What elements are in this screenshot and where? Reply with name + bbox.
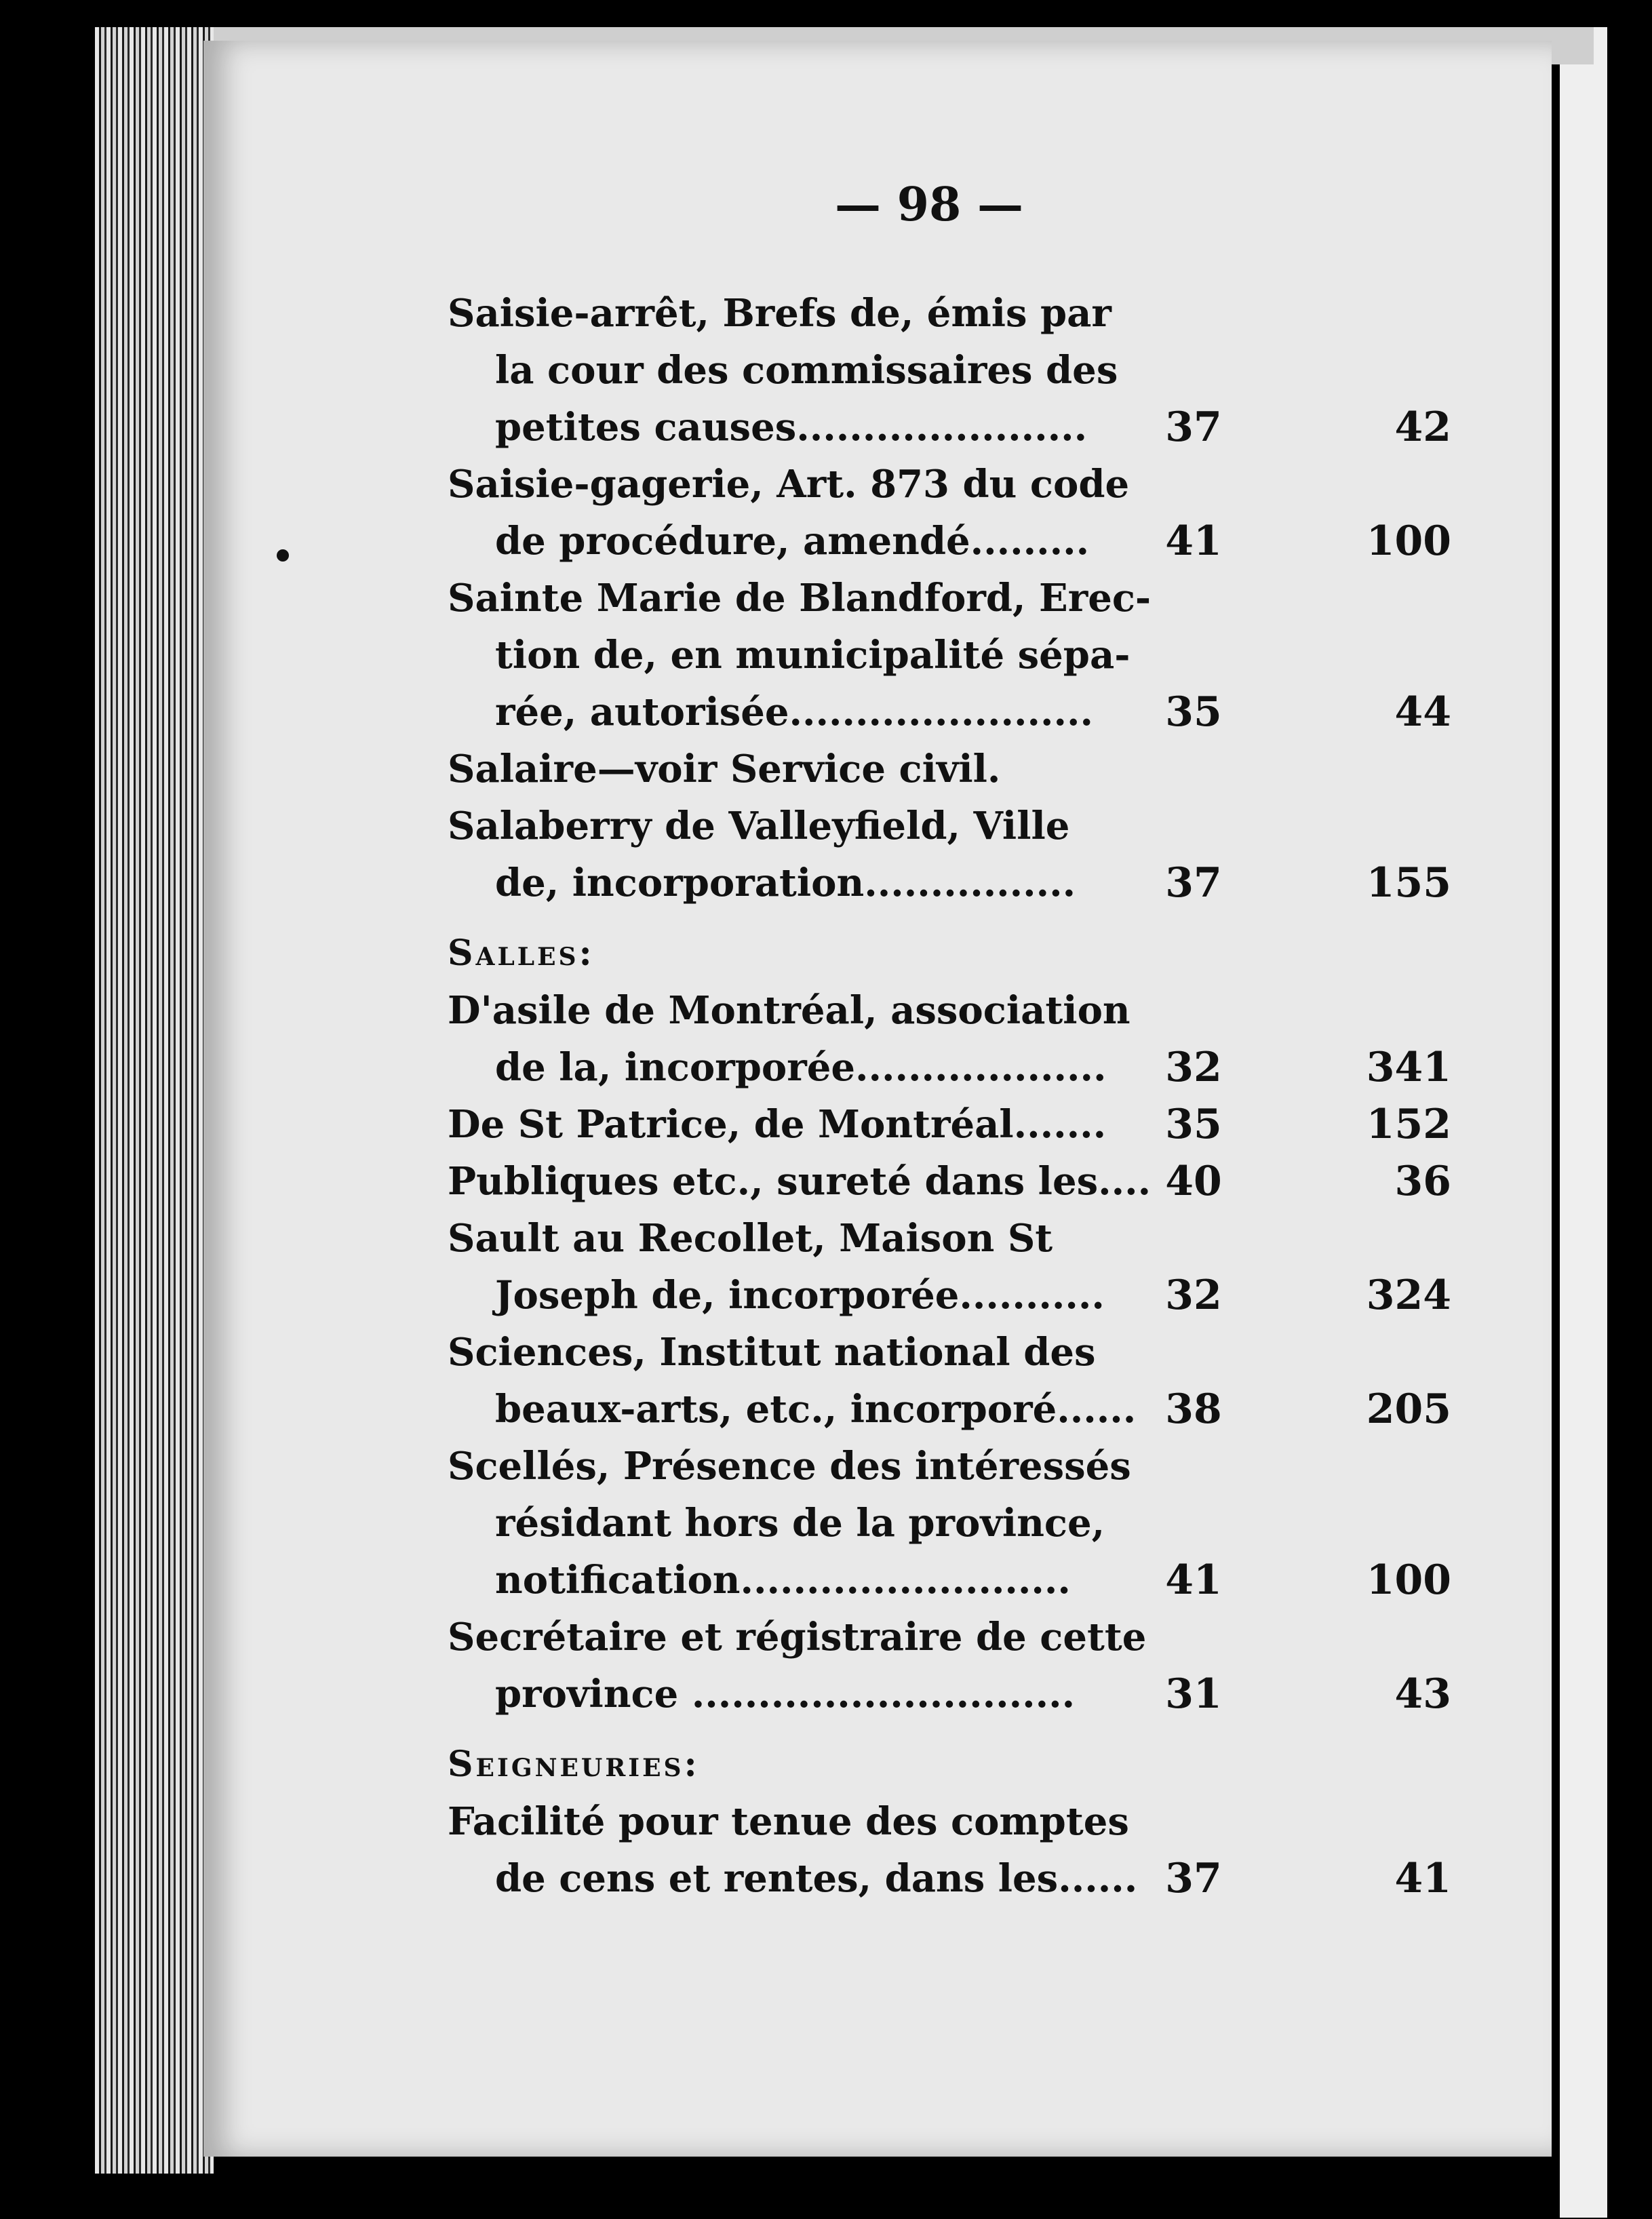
entry-text: Joseph de, incorporée........... — [495, 1273, 1105, 1318]
entry-line — [448, 285, 1438, 342]
right-margin — [1607, 0, 1652, 2219]
entry-text: Salaire—voir Service civil. — [448, 747, 1001, 791]
entry-text: province ............................. — [495, 1672, 1076, 1716]
entry-text: Saisie-gagerie, Art. 873 du code — [448, 462, 1130, 507]
volume-number: 32 — [1165, 1044, 1222, 1091]
entry-text: notification......................... — [495, 1558, 1071, 1603]
entry-line — [448, 627, 1438, 684]
page-reference: 44 — [1394, 688, 1451, 736]
entry-text: Sault au Recollet, Maison St — [448, 1216, 1053, 1261]
index-entries — [448, 285, 1451, 1907]
entry-text: résidant hors de la province, — [495, 1501, 1105, 1546]
entry-group-salles — [448, 982, 1451, 1210]
entry-line — [448, 570, 1438, 627]
entry-text: Salaberry de Valleyfield, Ville — [448, 804, 1070, 848]
entry-text: rée, autorisée....................... — [495, 690, 1093, 734]
entry-line — [448, 1666, 1451, 1723]
index-entry — [448, 982, 1451, 1096]
section-heading-salles: Salles: — [448, 932, 595, 974]
index-entry — [448, 570, 1451, 741]
entry-text: Publiques etc., sureté dans les.... — [448, 1159, 1152, 1204]
page-number: — 98 — — [835, 178, 1023, 232]
entry-text: Secrétaire et régistraire de cette — [448, 1615, 1147, 1660]
page-reference: 155 — [1366, 859, 1451, 907]
entry-text: petites causes...................... — [495, 405, 1088, 450]
index-entry — [448, 285, 1451, 456]
entry-text: Scellés, Présence des intéressés — [448, 1444, 1131, 1489]
entry-line — [448, 1039, 1451, 1096]
entry-line — [448, 855, 1451, 911]
entry-text: de procédure, amendé......... — [495, 519, 1090, 564]
index-entry — [448, 1210, 1451, 1324]
entry-group-s-continued — [448, 1210, 1451, 1723]
entry-line — [448, 1153, 1451, 1210]
facing-page-edge — [1560, 27, 1607, 2218]
index-entry — [448, 1324, 1451, 1438]
entry-line — [448, 982, 1438, 1039]
page-reference: 100 — [1366, 517, 1451, 565]
entry-line — [448, 1096, 1451, 1153]
volume-number: 37 — [1165, 1855, 1222, 1902]
section-heading-seigneuries: Seigneuries: — [448, 1744, 700, 1785]
entry-line — [448, 399, 1451, 456]
ink-spot — [277, 549, 289, 562]
entry-line — [448, 1850, 1451, 1907]
page-reference: 41 — [1394, 1855, 1451, 1902]
volume-number: 41 — [1165, 517, 1222, 565]
volume-number: 38 — [1165, 1386, 1222, 1433]
entry-line — [448, 1552, 1451, 1609]
entry-text: Saisie-arrêt, Brefs de, émis par — [448, 291, 1112, 336]
entry-line — [448, 1210, 1438, 1267]
index-entry — [448, 1096, 1451, 1153]
entry-text: Facilité pour tenue des comptes — [448, 1799, 1129, 1844]
index-entry — [448, 798, 1451, 911]
page-stack-edges — [95, 27, 214, 2174]
volume-number: 40 — [1165, 1158, 1222, 1205]
entry-line — [448, 456, 1438, 513]
entry-line — [448, 1324, 1438, 1381]
entry-line — [448, 1793, 1438, 1850]
index-entry — [448, 741, 1438, 798]
entry-text: de, incorporation................ — [495, 861, 1076, 905]
entry-line — [448, 684, 1451, 741]
entry-text: tion de, en municipalité sépa- — [495, 633, 1130, 678]
entry-line — [448, 1267, 1451, 1324]
index-entry — [448, 456, 1451, 570]
page-reference: 100 — [1366, 1556, 1451, 1604]
entry-text: D'asile de Montréal, association — [448, 988, 1130, 1033]
entry-line — [448, 513, 1451, 570]
volume-number: 37 — [1165, 404, 1222, 451]
index-entry — [448, 1153, 1451, 1210]
volume-number: 35 — [1165, 1101, 1222, 1148]
volume-number: 31 — [1165, 1670, 1222, 1718]
volume-number: 37 — [1165, 859, 1222, 907]
page-reference: 36 — [1394, 1158, 1451, 1205]
entry-line — [448, 342, 1438, 399]
entry-line — [448, 798, 1438, 855]
entry-line — [448, 741, 1438, 798]
entry-text: De St Patrice, de Montréal....... — [448, 1102, 1107, 1147]
entry-text: de la, incorporée................... — [495, 1045, 1107, 1090]
entry-group-s — [448, 285, 1451, 911]
entry-text: beaux-arts, etc., incorporé...... — [495, 1387, 1137, 1432]
entry-text: la cour des commissaires des — [495, 348, 1118, 393]
page-reference: 324 — [1366, 1272, 1451, 1319]
page-reference: 205 — [1366, 1386, 1451, 1433]
entry-text: Sciences, Institut national des — [448, 1330, 1096, 1375]
entry-line — [448, 1495, 1438, 1552]
page-reference: 43 — [1394, 1670, 1451, 1718]
page-reference: 152 — [1366, 1101, 1451, 1148]
entry-text: Sainte Marie de Blandford, Erec- — [448, 576, 1152, 621]
entry-line — [448, 1381, 1451, 1438]
entry-group-seigneuries — [448, 1793, 1451, 1907]
volume-number: 41 — [1165, 1556, 1222, 1604]
volume-number: 35 — [1165, 688, 1222, 736]
index-entry — [448, 1793, 1451, 1907]
volume-number: 32 — [1165, 1272, 1222, 1319]
index-entry — [448, 1609, 1451, 1723]
page-reference: 42 — [1394, 404, 1451, 451]
entry-line — [448, 1438, 1438, 1495]
entry-text: de cens et rentes, dans les...... — [495, 1856, 1138, 1901]
entry-line — [448, 1609, 1438, 1666]
index-entry — [448, 1438, 1451, 1609]
page-reference: 341 — [1366, 1044, 1451, 1091]
